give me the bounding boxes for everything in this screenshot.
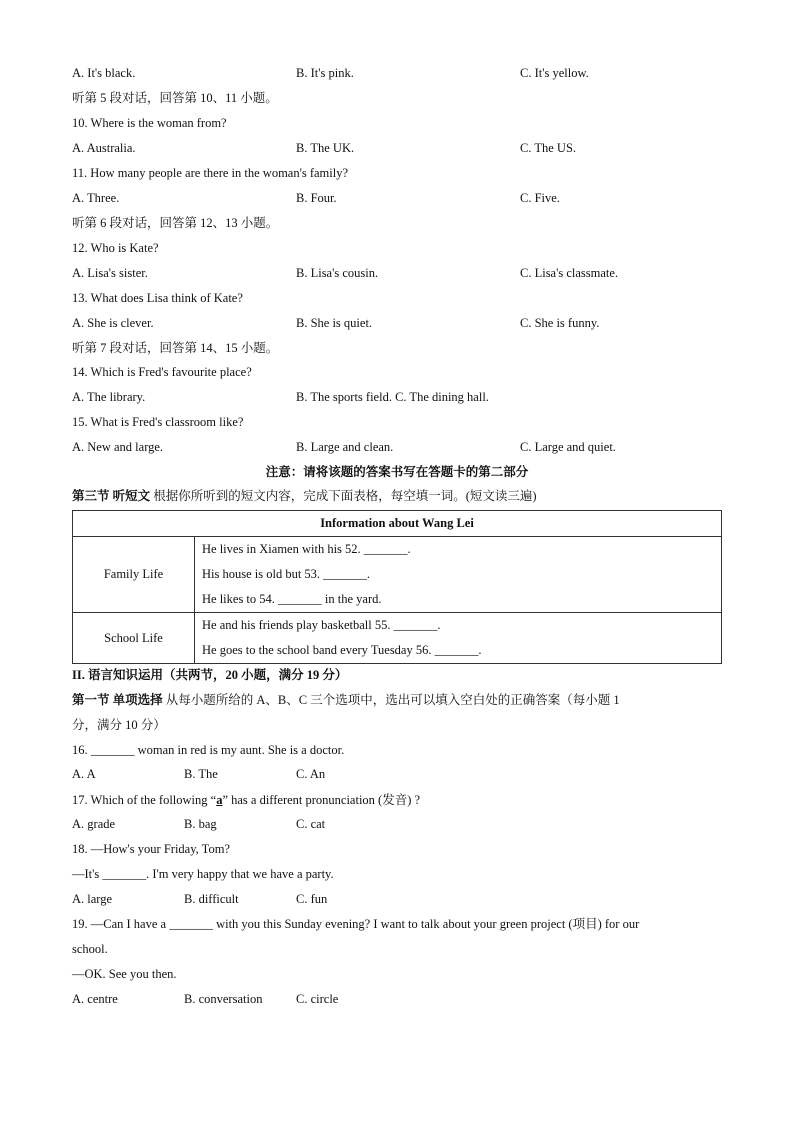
- q12-option-c: C. Lisa's classmate.: [520, 266, 619, 280]
- q12-option-b: B. Lisa's cousin.: [296, 266, 379, 280]
- section3-heading: [72, 487, 537, 505]
- q19-option-c: C. circle: [296, 992, 339, 1006]
- row-content-school: [195, 613, 722, 664]
- info-table-header: Information about Wang Lei: [73, 511, 722, 537]
- blank-53-line: His house is old but 53. _______.: [202, 567, 371, 581]
- q11-question: 11. How many people are there in the woman's family?: [72, 166, 349, 180]
- q19-line1: 19. —Can I have a _______ with you this Sunday evening? I want to talk about your green project (项目) for our: [72, 917, 640, 931]
- q9-option-a: A. It's black.: [72, 66, 136, 80]
- q17-question-post: ” has a different pronunciation (发音) ?: [222, 793, 421, 807]
- q10-question: 10. Where is the woman from?: [72, 116, 227, 130]
- q10-option-c: C. The US.: [520, 141, 577, 155]
- q18-option-b: B. difficult: [184, 892, 239, 906]
- q19-option-a: A. centre: [72, 992, 118, 1006]
- info-table: [72, 510, 722, 664]
- dialog6-instruction: 听第 6 段对话，回答第 12、13 小题。: [72, 216, 279, 230]
- q18-option-c: C. fun: [296, 892, 328, 906]
- q10-option-b: B. The UK.: [296, 141, 355, 155]
- row-label-family: Family Life: [73, 537, 195, 613]
- dialog7-instruction: 听第 7 段对话，回答第 14、15 小题。: [72, 341, 279, 355]
- dialog5-instruction: 听第 5 段对话，回答第 10、11 小题。: [72, 91, 278, 105]
- q14-option-bc: B. The sports field. C. The dining hall.: [296, 390, 489, 404]
- q9-option-c: C. It's yellow.: [520, 66, 589, 80]
- q17-option-c: C. cat: [296, 817, 326, 831]
- blank-55-line: He and his friends play basketball 55. _______.: [202, 618, 441, 632]
- q19-line2: —OK. See you then.: [72, 967, 177, 981]
- q19-line1b: school.: [72, 942, 108, 956]
- table-row-school: [73, 613, 722, 664]
- table-row-family: [73, 537, 722, 613]
- q17-question: [72, 791, 420, 809]
- q19-option-b: B. conversation: [184, 992, 263, 1006]
- q16-question: 16. _______ woman in red is my aunt. She is a doctor.: [72, 743, 345, 757]
- section1-title: 第一节 单项选择: [72, 693, 163, 707]
- q14-question: 14. Which is Fred's favourite place?: [72, 365, 252, 379]
- q13-question: 13. What does Lisa think of Kate?: [72, 291, 243, 305]
- answer-notice: 注意：请将该题的答案书写在答题卡的第二部分: [265, 465, 529, 479]
- q14-option-a: A. The library.: [72, 390, 146, 404]
- q11-option-c: C. Five.: [520, 191, 560, 205]
- q12-option-a: A. Lisa's sister.: [72, 266, 148, 280]
- q15-option-c: C. Large and quiet.: [520, 440, 616, 454]
- q11-option-b: B. Four.: [296, 191, 337, 205]
- section1-heading: [72, 691, 620, 709]
- blank-54-line: He likes to 54. _______ in the yard.: [202, 592, 382, 606]
- q10-option-a: A. Australia.: [72, 141, 136, 155]
- section3-title: 第三节 听短文: [72, 489, 151, 503]
- q17-option-a: A. grade: [72, 817, 116, 831]
- q17-question-letter: a: [216, 793, 223, 807]
- q16-option-b: B. The: [184, 767, 218, 781]
- blank-56-line: He goes to the school band every Tuesday 56. _______.: [202, 643, 482, 657]
- blank-52-line: He lives in Xiamen with his 52. _______.: [202, 542, 411, 556]
- q13-option-c: C. She is funny.: [520, 316, 600, 330]
- q12-question: 12. Who is Kate?: [72, 241, 159, 255]
- q18-line2: —It's _______. I'm very happy that we have a party.: [72, 867, 334, 881]
- q9-option-b: B. It's pink.: [296, 66, 354, 80]
- q16-option-a: A. A: [72, 767, 96, 781]
- row-label-school: School Life: [73, 613, 195, 664]
- q13-option-b: B. She is quiet.: [296, 316, 373, 330]
- q15-option-b: B. Large and clean.: [296, 440, 394, 454]
- q18-option-a: A. large: [72, 892, 113, 906]
- q15-question: 15. What is Fred's classroom like?: [72, 415, 244, 429]
- q17-option-b: B. bag: [184, 817, 217, 831]
- section1-instruction-cont: 分，满分 10 分）: [72, 718, 166, 732]
- q11-option-a: A. Three.: [72, 191, 120, 205]
- q16-option-c: C. An: [296, 767, 326, 781]
- q15-option-a: A. New and large.: [72, 440, 164, 454]
- q17-question-pre: 17. Which of the following “: [72, 793, 217, 807]
- q13-option-a: A. She is clever.: [72, 316, 154, 330]
- part2-heading: II. 语言知识运用（共两节，20 小题，满分 19 分）: [72, 668, 348, 682]
- section3-instruction: 根据你所听到的短文内容，完成下面表格，每空填一词。(短文读三遍): [150, 489, 537, 503]
- row-content-family: [195, 537, 722, 613]
- section1-instruction: 从每小题所给的 A、B、C 三个选项中，选出可以填入空白处的正确答案（每小题 1: [162, 693, 620, 707]
- q18-line1: 18. —How's your Friday, Tom?: [72, 842, 230, 856]
